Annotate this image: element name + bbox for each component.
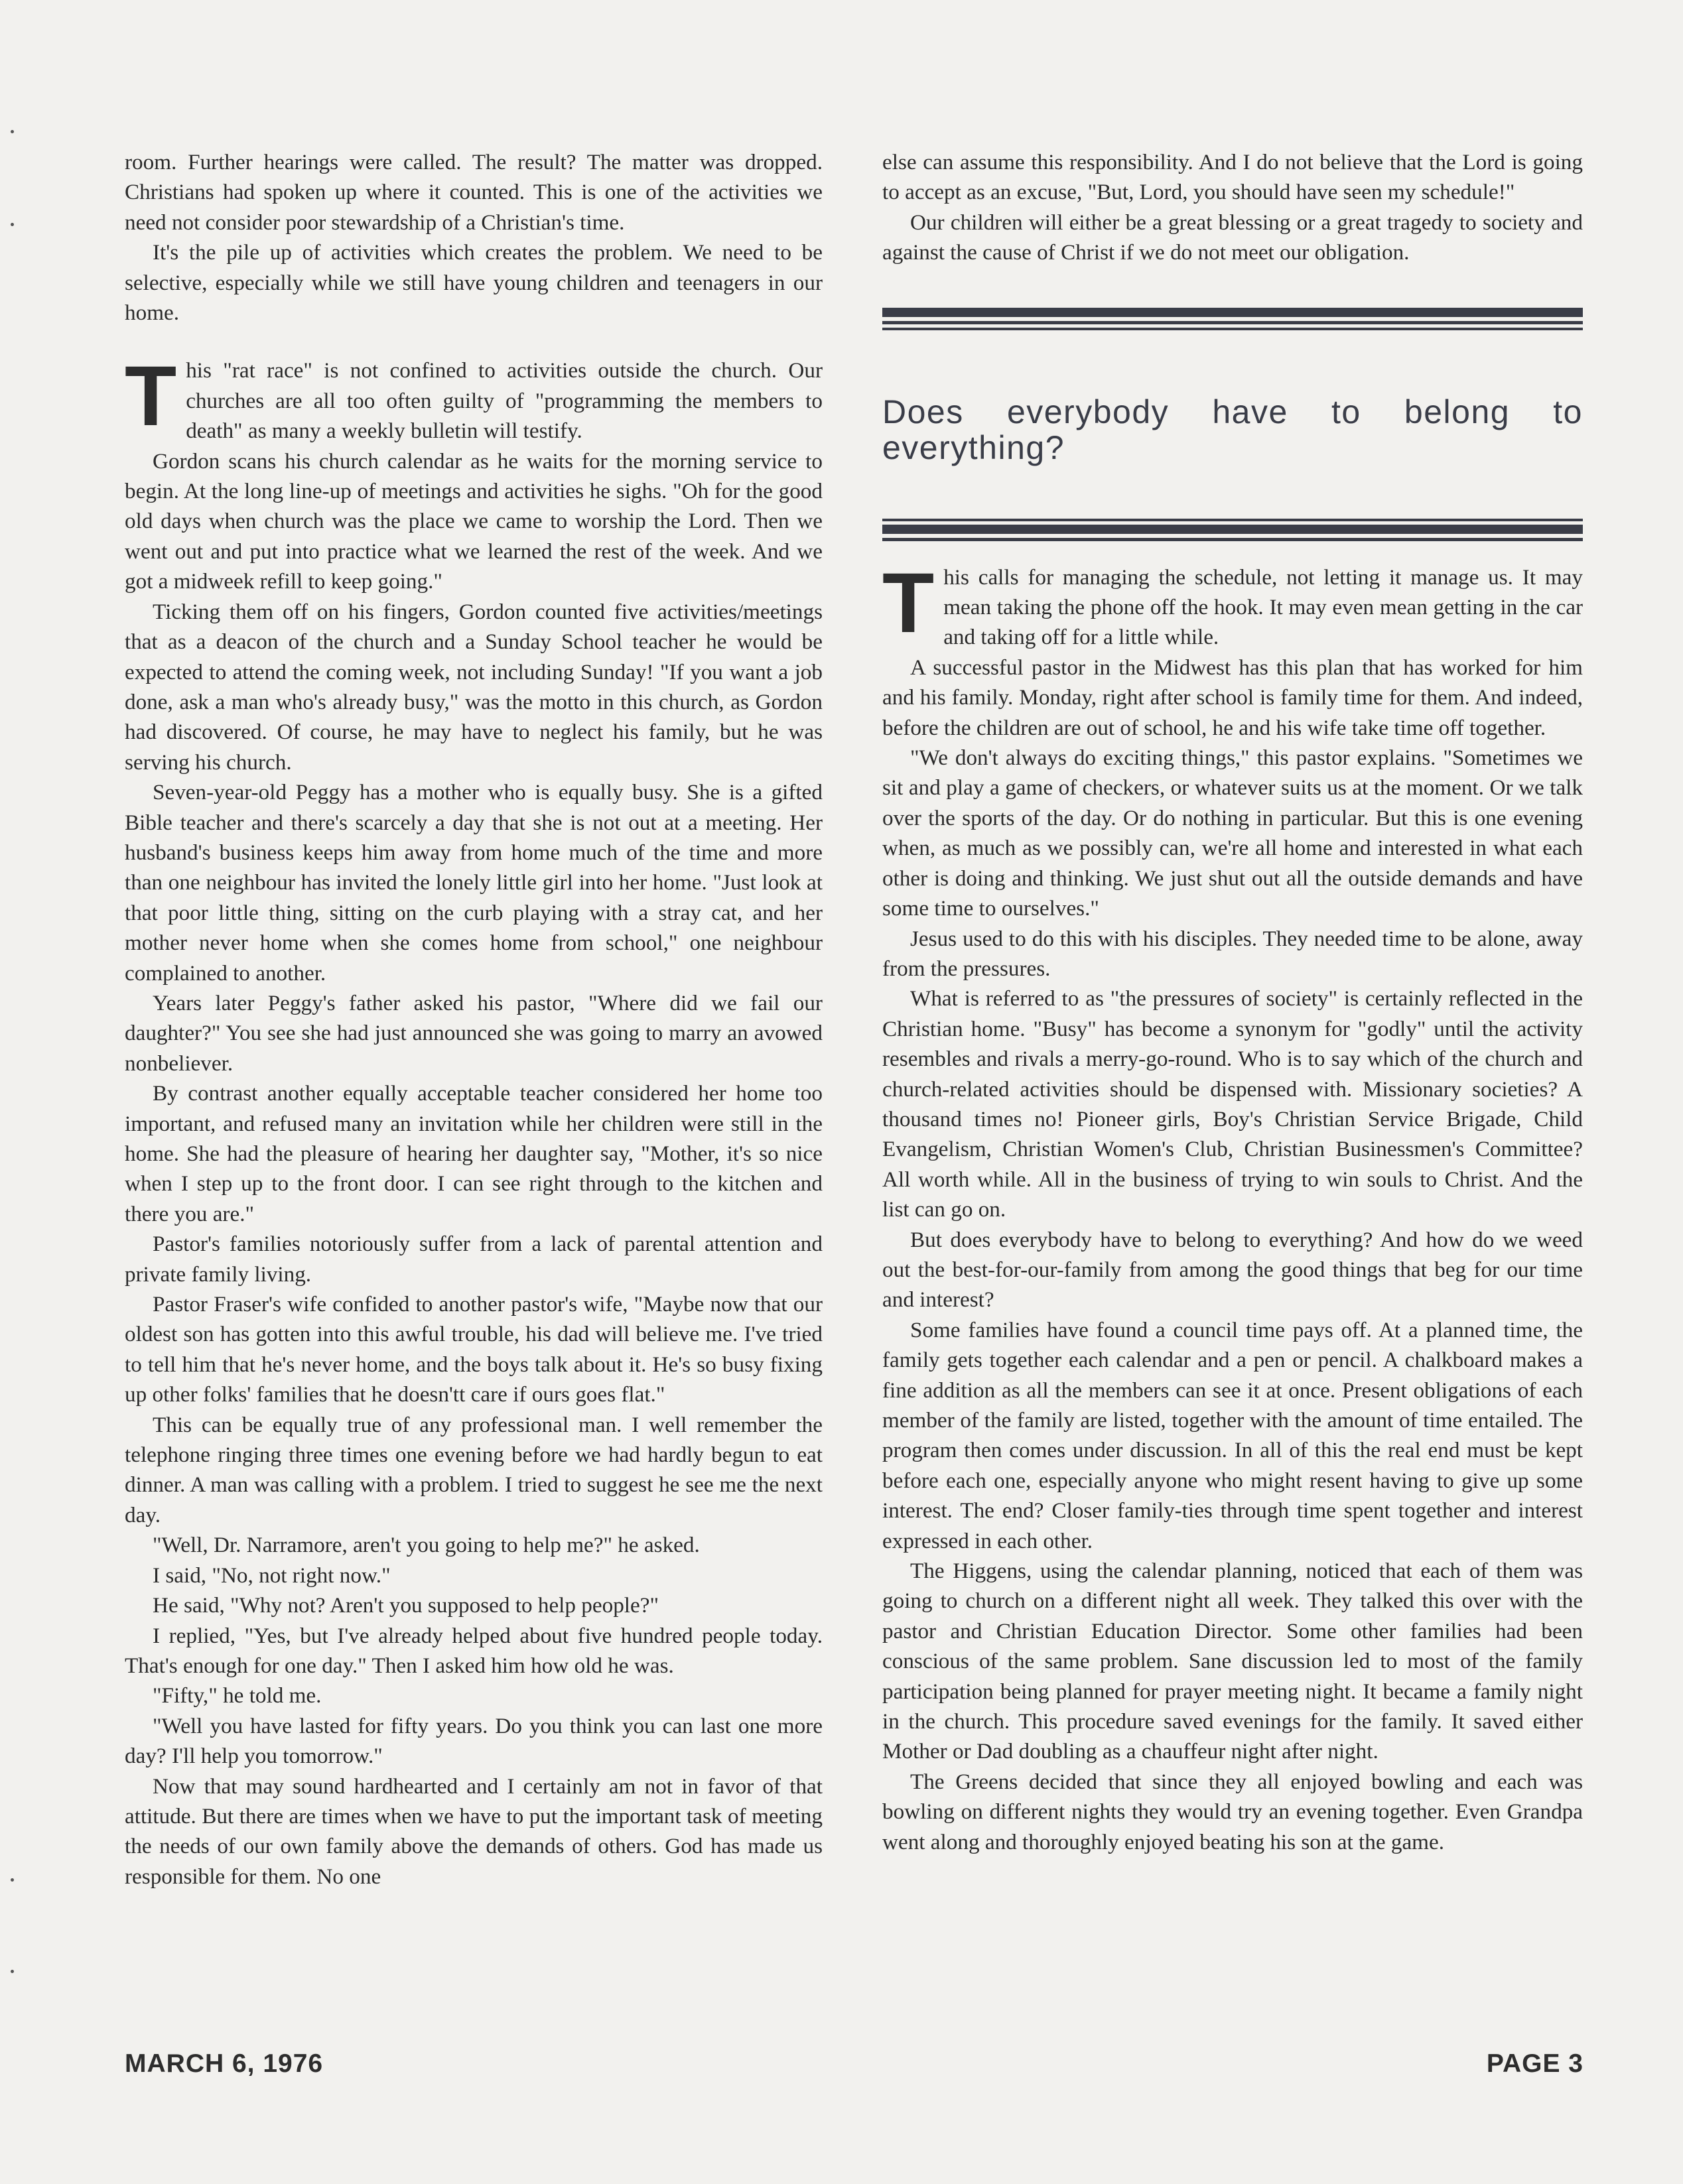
paragraph: By contrast another equally acceptable teacher considered her home too important, and refused many an invitation while her children were still in the home. She had the pleasure of hearing her daughter say, "Mother, it's so nice when I step up to the front door. I can see right through to the kitchen and there you are." bbox=[125, 1081, 823, 1226]
paragraph-text: his calls for managing the schedule, not letting it manage us. It may mean taking the phone off the hook. It may even mean getting in the car and taking off for a little while. bbox=[943, 564, 1583, 650]
rule-bar bbox=[882, 321, 1583, 324]
issue-date: MARCH 6, 1976 bbox=[125, 2049, 324, 2078]
margin-mark bbox=[11, 1970, 14, 1973]
paragraph: I replied, "Yes, but I've already helped about five hundred people today. That's enough for one day." Then I asked him how old he was. bbox=[125, 1623, 823, 1678]
drop-cap: T bbox=[882, 555, 935, 651]
paragraph: Pastor Fraser's wife confided to another pastor's wife, "Maybe now that our oldest son has gotten into this awful trouble, his dad will believe me. I've tried to tell him that he's never home, and the boys talk about it. He's so busy fixing up other folks' families that he doesn'tt care if ours goes flat." bbox=[125, 1292, 823, 1407]
paragraph: This can be equally true of any professional man. I well remember the telephone ringing three times one evening before we had hardly begun to eat dinner. A man was calling with a problem. I tried to suggest he see me the next day. bbox=[125, 1412, 823, 1527]
rule-bar bbox=[882, 328, 1583, 330]
paragraph: Some families have found a council time pays off. At a planned time, the family gets together each calendar and a pen or pencil. A chalkboard makes a fine addition as all the members can see it at once. Present obligations of each member of the family are listed, together with the amount of time entailed. The program then comes under discussion. In all of this the real end must be kept before each one, especially anyone who might resent having to give up some interest. The end? Closer family-ties through time spent together and interest expressed in each other. bbox=[882, 1317, 1583, 1553]
paragraph: But does everybody have to belong to everything? And how do we weed out the best-for-our-family from among the good things that beg for our time and interest? bbox=[882, 1227, 1583, 1313]
dropcap-paragraph bbox=[882, 555, 1583, 653]
paragraph: Years later Peggy's father asked his pastor, "Where did we fail our daughter?" You see she had just announced she was going to marry an avowed nonbeliever. bbox=[125, 990, 823, 1076]
paragraph: The Higgens, using the calendar planning, noticed that each of them was going to church on a different night all week. They talked this over with the pastor and Christian Education Director. Some other families had been conscious of the same problem. Sane discussion led to most of the family participation being planned for prayer meeting night. It became a family night in the church. This procedure saved evenings for the family. It saved either Mother or Dad doubling as a chauffeur night after night. bbox=[882, 1559, 1583, 1764]
margin-mark bbox=[11, 223, 14, 226]
paragraph: "Well you have lasted for fifty years. Do you think you can last one more day? I'll help you tomorrow." bbox=[125, 1713, 823, 1769]
paragraph: Ticking them off on his fingers, Gordon counted five activities/meetings that as a deacon of the church and a Sunday School teacher he would be expected to attend the coming week, not including Sunday! "If you want a job done, ask a man who's already busy," was the motto in this church, as Gordon had discovered. Of course, he may have to neglect his family, but he was serving his church. bbox=[125, 599, 823, 775]
left-column bbox=[125, 147, 823, 1892]
section-spacer bbox=[882, 541, 1583, 562]
rule-bar bbox=[882, 519, 1583, 521]
paragraph: Our children will either be a great blessing or a great tragedy to society and against the cause of Christ if we do not meet our obligation. bbox=[882, 210, 1583, 265]
page-number: PAGE 3 bbox=[1486, 2049, 1583, 2078]
paragraph: Now that may sound hardhearted and I certainly am not in favor of that attitude. But there are times when we have to put the important task of meeting the needs of our own family above the demands of others. God has made us responsible for them. No one bbox=[125, 1773, 823, 1889]
paragraph: "Fifty," he told me. bbox=[153, 1683, 322, 1708]
paragraph: A successful pastor in the Midwest has this plan that has worked for him and his family. Monday, right after school is family time for them. And indeed, before the children are out of school, he and his wife take time off together. bbox=[882, 655, 1583, 740]
margin-mark bbox=[11, 130, 14, 133]
paragraph: Gordon scans his church calendar as he waits for the morning service to begin. At the long line-up of meetings and activities he sighs. "Oh for the good old days when church was the place we came to worship the Lord. Then we went out and put into practice what we learned the rest of the week. And we got a midweek refill to keep going." bbox=[125, 448, 823, 594]
paragraph: Pastor's families notoriously suffer from a lack of parental attention and private family living. bbox=[125, 1232, 823, 1287]
rule-bar bbox=[882, 308, 1583, 317]
paragraph: Jesus used to do this with his disciples. They needed time to be alone, away from the pressures. bbox=[882, 926, 1583, 981]
paragraph: "We don't always do exciting things," this pastor explains. "Sometimes we sit and play a game of checkers, or whatever suits us at the moment. Or we talk over the sports of the day. Or do nothing in particular. But this is one evening when, as much as we possibly can, we're all home and interested in what each other is doing and thinking. We just shut out all the outside demands and have some time to ourselves." bbox=[882, 745, 1583, 921]
rule-bar bbox=[882, 525, 1583, 534]
right-column bbox=[882, 147, 1583, 1857]
section-rule-bottom bbox=[882, 519, 1583, 541]
paragraph: It's the pile up of activities which creates the problem. We need to be selective, especially while we still have young children and teenagers in our home. bbox=[125, 240, 823, 326]
paragraph: I said, "No, not right now." bbox=[153, 1563, 391, 1588]
paragraph: What is referred to as "the pressures of society" is certainly reflected in the Christian home. "Busy" has become a synonym for "godly" until the activity resembles and rivals a merry-go-round. Who is to say which of the church and church-related activities should be dispensed with. Missionary societies? A thousand times no! Pioneer girls, Boy's Christian Service Brigade, Child Evangelism, Christian Women's Club, Christian Businessmen's Committee? All worth while. All in the business of trying to win souls to Christ. And the list can go on. bbox=[882, 986, 1583, 1222]
paragraph-text: his "rat race" is not confined to activities outside the church. Our churches are all too often guilty of "programming the members to death" as many a weekly bulletin will testify. bbox=[186, 358, 823, 444]
paragraph: "Well, Dr. Narramore, aren't you going to help me?" he asked. bbox=[153, 1533, 700, 1558]
paragraph: The Greens decided that since they all enjoyed bowling and each was bowling on different nights they would try an evening together. Even Grandpa went along and thoroughly enjoyed beating his son at the game. bbox=[882, 1769, 1583, 1854]
dropcap-paragraph bbox=[125, 349, 823, 446]
section-rule-top bbox=[882, 308, 1583, 330]
paragraph: He said, "Why not? Aren't you supposed to help people?" bbox=[153, 1593, 659, 1618]
margin-mark bbox=[11, 1878, 14, 1882]
paragraph: room. Further hearings were called. The result? The matter was dropped. Christians had spoken up where it counted. This is one of the activities we need not consider poor stewardship of a Christian's time. bbox=[125, 150, 823, 235]
section-spacer bbox=[125, 328, 823, 355]
paragraph: Seven-year-old Peggy has a mother who is equally busy. She is a gifted Bible teacher and there's scarcely a day that she is not out at a meeting. Her husband's business keeps him away from home much of the time and more than one neighbour has invited the lonely little girl into her home. "Just look at that poor little thing, sitting on the curb playing with a stray cat, and her mother never home when she comes home from school," one neighbour complained to another. bbox=[125, 780, 823, 986]
drop-cap: T bbox=[125, 349, 177, 444]
section-headline: Does everybody have to belong to everything? bbox=[882, 393, 1583, 466]
paragraph: else can assume this responsibility. And I do not believe that the Lord is going to accept as an excuse, "But, Lord, you should have seen my schedule!" bbox=[882, 150, 1583, 205]
